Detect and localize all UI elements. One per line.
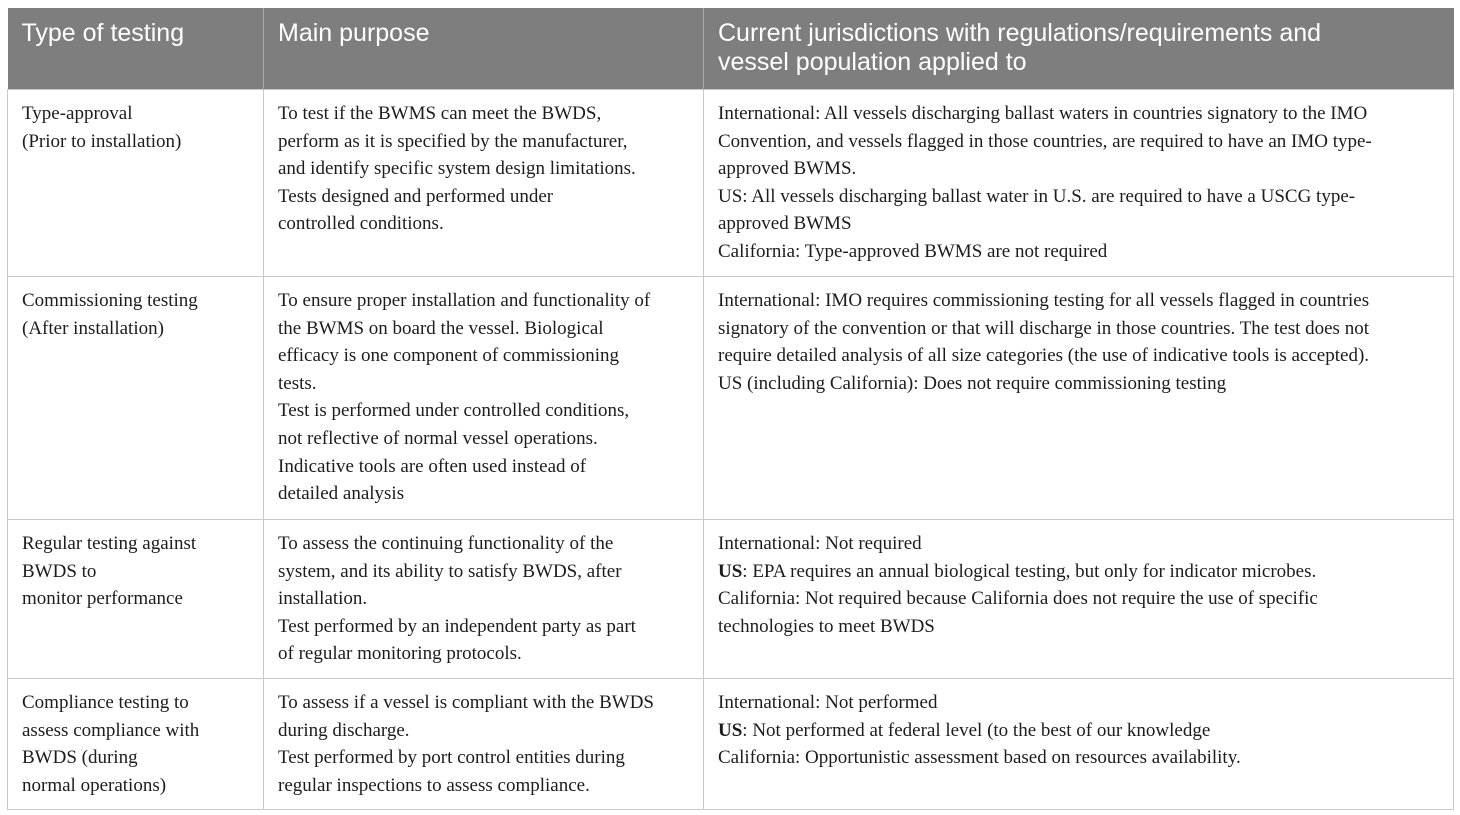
- cell-line: (After installation): [22, 317, 164, 339]
- table-row: [8, 90, 1454, 277]
- cell-line: To assess if a vessel is compliant with the BWDS: [278, 692, 654, 713]
- cell-line: monitor performance: [22, 588, 183, 610]
- cell-line: Type-approval: [22, 103, 133, 124]
- jurisdictions-cell: [704, 520, 1454, 679]
- cell-line: Indicative tools are often used instead of: [278, 455, 587, 477]
- cell-line: detailed analysis: [278, 483, 405, 505]
- cell-line: signatory of the convention or that will discharge in those countries. The test does not: [718, 317, 1369, 339]
- regulation-table-container: [7, 8, 1453, 810]
- header-main-purpose: Main purpose: [264, 8, 704, 90]
- cell-line-us: [718, 717, 1439, 745]
- cell-line: require detailed analysis of all size categories (the use of indicative tools is accepted).: [718, 345, 1370, 367]
- header-jurisdictions: [704, 8, 1454, 90]
- cell-line: and identify specific system design limitations.: [278, 158, 636, 180]
- cell-line: normal operations): [22, 774, 167, 796]
- table-row: [8, 679, 1454, 810]
- cell-line: BWDS (during: [22, 747, 138, 769]
- us-label: US: [718, 560, 743, 582]
- cell-line: Test performed by an independent party as part: [278, 615, 636, 637]
- type-cell: [8, 90, 264, 277]
- table-header-row: [8, 8, 1454, 90]
- cell-line: assess compliance with: [22, 719, 200, 741]
- cell-line: approved BWMS.: [718, 158, 857, 180]
- header-jurisdictions-line: vessel population applied to: [718, 48, 1027, 76]
- cell-line: efficacy is one component of commissioning: [278, 345, 620, 367]
- us-text: : Not performed at federal level (to the best of our knowledge: [742, 719, 1211, 741]
- cell-line: US (including California): Does not require commissioning testing: [718, 372, 1227, 394]
- cell-line: regular inspections to assess compliance.: [278, 774, 590, 796]
- cell-line: of regular monitoring protocols.: [278, 643, 522, 665]
- header-type-of-testing: Type of testing: [8, 8, 264, 90]
- purpose-cell: [264, 520, 704, 679]
- cell-line: California: Opportunistic assessment based on resources availability.: [718, 747, 1241, 769]
- cell-line: (Prior to installation): [22, 130, 182, 152]
- cell-line: approved BWMS: [718, 213, 852, 235]
- cell-line: during discharge.: [278, 719, 410, 741]
- cell-line: Compliance testing to: [22, 692, 189, 713]
- cell-line: tests.: [278, 372, 317, 394]
- us-text: : EPA requires an annual biological testing, but only for indicator microbes.: [742, 560, 1317, 582]
- table-row: [8, 277, 1454, 520]
- testing-types-table: [7, 8, 1454, 810]
- purpose-cell: [264, 90, 704, 277]
- cell-line-us: [718, 558, 1439, 586]
- jurisdictions-cell: [704, 90, 1454, 277]
- type-cell: [8, 277, 264, 520]
- header-jurisdictions-line: Current jurisdictions with regulations/requirements and: [718, 19, 1322, 47]
- cell-line: not reflective of normal vessel operations.: [278, 427, 598, 449]
- cell-line: International: Not performed: [718, 692, 938, 713]
- cell-line: Commissioning testing: [22, 290, 198, 311]
- jurisdictions-cell: [704, 277, 1454, 520]
- cell-line: US: All vessels discharging ballast water in U.S. are required to have a USCG type-: [718, 185, 1356, 207]
- cell-line: To test if the BWMS can meet the BWDS,: [278, 103, 602, 124]
- purpose-cell: [264, 277, 704, 520]
- cell-line: controlled conditions.: [278, 213, 444, 235]
- cell-line: California: Not required because California does not require the use of specific: [718, 588, 1318, 610]
- cell-line: To assess the continuing functionality of the: [278, 533, 614, 554]
- table-row: [8, 520, 1454, 679]
- cell-line: the BWMS on board the vessel. Biological: [278, 317, 604, 339]
- cell-line: California: Type-approved BWMS are not required: [718, 240, 1108, 262]
- cell-line: Convention, and vessels flagged in those countries, are required to have an IMO type-: [718, 130, 1372, 152]
- cell-line: perform as it is specified by the manufacturer,: [278, 130, 628, 152]
- cell-line: Test performed by port control entities during: [278, 747, 625, 769]
- cell-line: Test is performed under controlled conditions,: [278, 400, 630, 422]
- cell-line: Tests designed and performed under: [278, 185, 554, 207]
- cell-line: To ensure proper installation and functionality of: [278, 290, 651, 311]
- type-cell: [8, 679, 264, 810]
- cell-line: International: All vessels discharging ballast waters in countries signatory to the IMO: [718, 103, 1368, 124]
- cell-line: International: Not required: [718, 533, 922, 554]
- type-cell: [8, 520, 264, 679]
- cell-line: technologies to meet BWDS: [718, 615, 935, 637]
- cell-line: system, and its ability to satisfy BWDS, after: [278, 560, 622, 582]
- purpose-cell: [264, 679, 704, 810]
- jurisdictions-cell: [704, 679, 1454, 810]
- us-label: US: [718, 719, 743, 741]
- cell-line: BWDS to: [22, 560, 97, 582]
- cell-line: installation.: [278, 588, 368, 610]
- cell-line: Regular testing against: [22, 533, 197, 554]
- cell-line: International: IMO requires commissioning testing for all vessels flagged in countries: [718, 290, 1370, 311]
